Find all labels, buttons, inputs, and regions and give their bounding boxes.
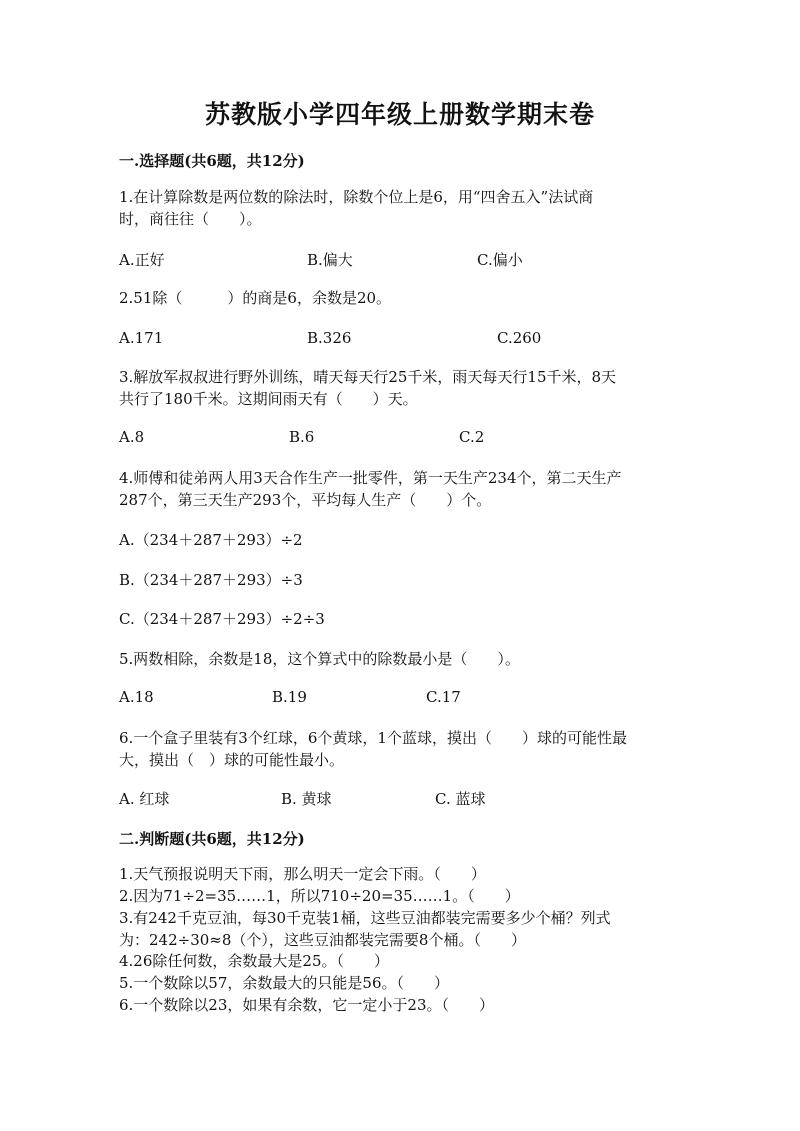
question-1-option-b[interactable]: B.偏大 bbox=[307, 251, 353, 269]
question-3-line-1: 3.解放军叔叔进行野外训练，晴天每天行25千米，雨天每天行15千米，8天 bbox=[119, 368, 617, 386]
question-4-line-1: 4.师傅和徒弟两人用3天合作生产一批零件，第一天生产234个，第二天生产 bbox=[119, 469, 622, 487]
question-3-option-a[interactable]: A.8 bbox=[119, 428, 145, 446]
question-2-line-1: 2.51除（ ）的商是6，余数是20。 bbox=[119, 289, 392, 307]
judgement-item-1: 1.天气预报说明天下雨，那么明天一定会下雨。（ ） bbox=[119, 865, 486, 883]
question-1-line-1: 1.在计算除数是两位数的除法时，除数个位上是6，用“四舍五入”法试商 bbox=[119, 188, 594, 206]
question-6-option-c[interactable]: C. 蓝球 bbox=[435, 790, 486, 808]
page-title: 苏教版小学四年级上册数学期末卷 bbox=[204, 100, 595, 129]
question-3-option-b[interactable]: B.6 bbox=[289, 428, 315, 446]
section-heading-judgement: 二.判断题(共6题，共12分) bbox=[119, 830, 305, 848]
section-heading-choice: 一.选择题(共6题，共12分) bbox=[119, 152, 305, 170]
question-4-option-c[interactable]: C.（234＋287＋293）÷2÷3 bbox=[119, 610, 325, 628]
question-2-option-a[interactable]: A.171 bbox=[119, 329, 164, 347]
question-1-option-c[interactable]: C.偏小 bbox=[477, 251, 523, 269]
judgement-item-5: 5.一个数除以57，余数最大的只能是56。（ ） bbox=[119, 974, 449, 992]
question-6-option-b[interactable]: B. 黄球 bbox=[281, 790, 332, 808]
question-5-option-a[interactable]: A.18 bbox=[119, 688, 154, 706]
judgement-item-2: 2.因为71÷2=35……1，所以710÷20=35……1。（ ） bbox=[119, 887, 520, 905]
judgement-item-4: 4.26除任何数，余数最大是25。（ ） bbox=[119, 952, 389, 970]
question-5-option-b[interactable]: B.19 bbox=[272, 688, 307, 706]
question-2-option-b[interactable]: B.326 bbox=[307, 329, 352, 347]
question-6-option-a[interactable]: A. 红球 bbox=[119, 790, 170, 808]
judgement-item-3-line-1: 3.有242千克豆油，每30千克装1桶，这些豆油都装完需要多少个桶？列式 bbox=[119, 909, 611, 927]
question-1-line-2: 时，商往往（ ）。 bbox=[119, 210, 262, 228]
question-3-line-2: 共行了180千米。这期间雨天有（ ）天。 bbox=[119, 390, 418, 408]
question-4-option-a[interactable]: A.（234＋287＋293）÷2 bbox=[119, 531, 303, 549]
judgement-item-6: 6.一个数除以23，如果有余数，它一定小于23。（ ） bbox=[119, 996, 494, 1014]
question-5-option-c[interactable]: C.17 bbox=[426, 688, 461, 706]
judgement-item-3-line-2: 为：242÷30≈8（个），这些豆油都装完需要8个桶。（ ） bbox=[119, 931, 526, 949]
question-6-line-2: 大，摸出（ ）球的可能性最小。 bbox=[119, 751, 345, 769]
question-2-option-c[interactable]: C.260 bbox=[497, 329, 542, 347]
question-1-option-a[interactable]: A.正好 bbox=[119, 251, 165, 269]
question-3-option-c[interactable]: C.2 bbox=[459, 428, 485, 446]
question-5-line-1: 5.两数相除，余数是18，这个算式中的除数最小是（ ）。 bbox=[119, 650, 520, 668]
question-6-line-1: 6.一个盒子里装有3个红球，6个黄球，1个蓝球，摸出（ ）球的可能性最 bbox=[119, 729, 627, 747]
question-4-line-2: 287个，第三天生产293个，平均每人生产（ ）个。 bbox=[119, 491, 492, 509]
question-4-option-b[interactable]: B.（234＋287＋293）÷3 bbox=[119, 571, 303, 589]
